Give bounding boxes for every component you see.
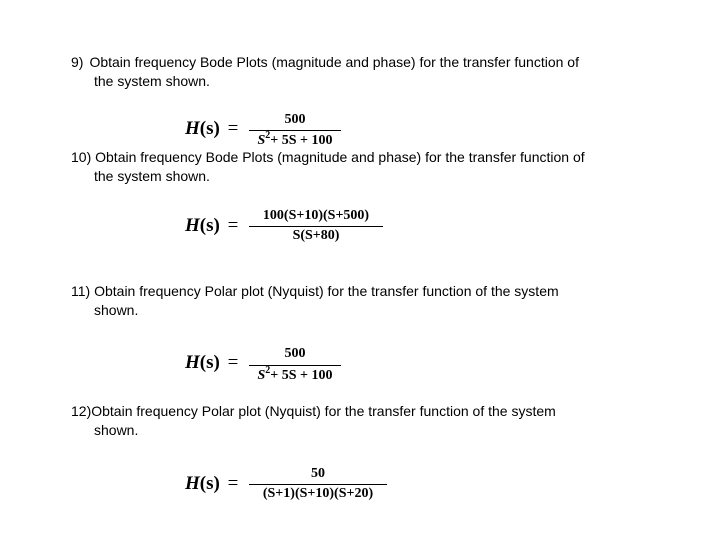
question-12-line-1 [71, 402, 556, 420]
equation-12-fraction [249, 466, 387, 504]
equation-11-numerator: 500 [284, 346, 306, 361]
equation-11-lhs: H(s) = [185, 352, 239, 373]
equation-12-fraction-bar [249, 484, 387, 485]
equation-10-fraction-bar [249, 226, 383, 227]
question-9-number: 9) [71, 54, 84, 70]
equation-9-fraction [249, 112, 341, 150]
question-10-line-2: the system shown. [94, 168, 210, 184]
question-10-number: 10) [71, 149, 92, 165]
equation-12-numerator: 50 [311, 466, 325, 481]
equation-9-numerator: 500 [284, 112, 306, 127]
equation-11-fraction [249, 346, 341, 386]
equation-10-numerator: 100(S+10)(S+500) [262, 208, 370, 223]
question-11-line-2: shown. [94, 302, 139, 318]
question-12-number: 12) [71, 403, 92, 419]
equation-12-lhs: H(s) = [185, 473, 239, 494]
question-10-line-1 [71, 148, 585, 166]
question-10-text: Obtain frequency Bode Plots (magnitude and phase) for the transfer function of [95, 149, 585, 165]
question-12-text: Obtain frequency Polar plot (Nyquist) for the transfer function of the system [91, 403, 556, 419]
question-11-text: Obtain frequency Polar plot (Nyquist) for the transfer function of the system [94, 283, 559, 299]
equation-9-fraction-bar [249, 130, 341, 131]
equation-11-fraction-bar [249, 365, 341, 366]
question-9-line-2: the system shown. [94, 73, 210, 89]
equation-10-denominator: S(S+80) [292, 228, 340, 243]
equation-9-lhs: H(s) = [185, 118, 239, 139]
question-12-line-2: shown. [94, 422, 139, 438]
equation-10-fraction [249, 208, 383, 246]
question-11-number: 11) [71, 283, 91, 299]
equation-10-lhs: H(s) = [185, 215, 239, 236]
question-9-line-1 [71, 53, 579, 71]
equation-12-denominator: (S+1)(S+10)(S+20) [262, 486, 374, 501]
equation-9-denominator: $S^2+ 5S + 100$ [257, 130, 333, 148]
equation-11-denominator: $S^2+ 5S + 100$ [257, 365, 333, 383]
question-9-text: Obtain frequency Bode Plots (magnitude and phase) for the transfer function of [89, 54, 579, 70]
question-11-line-1 [71, 282, 559, 300]
